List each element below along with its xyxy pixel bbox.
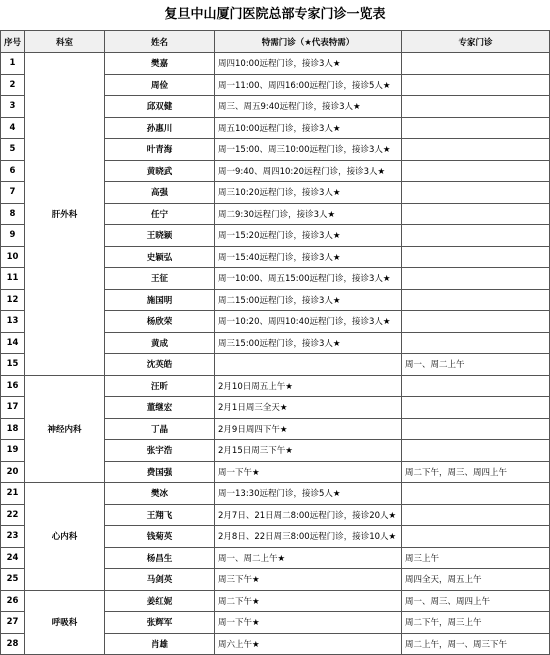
expert-clinic-cell — [402, 332, 550, 354]
table-body — [1, 53, 550, 655]
doctor-name: 樊冰 — [105, 483, 215, 505]
row-index: 22 — [1, 504, 25, 526]
special-clinic-cell: 2月15日周三下午★ — [215, 440, 402, 462]
row-index: 25 — [1, 569, 25, 591]
doctor-name: 丁晶 — [105, 418, 215, 440]
doctor-name: 董继宏 — [105, 397, 215, 419]
row-index: 2 — [1, 74, 25, 96]
expert-clinic-cell — [402, 440, 550, 462]
row-index: 18 — [1, 418, 25, 440]
doctor-name: 王征 — [105, 268, 215, 290]
row-index: 5 — [1, 139, 25, 161]
expert-clinic-cell — [402, 311, 550, 333]
expert-clinic-cell: 周二下午，周三、周四上午 — [402, 461, 550, 483]
doctor-name: 孙惠川 — [105, 117, 215, 139]
doctor-name: 高强 — [105, 182, 215, 204]
expert-clinic-cell — [402, 96, 550, 118]
row-index: 15 — [1, 354, 25, 376]
expert-clinic-cell — [402, 117, 550, 139]
row-index: 24 — [1, 547, 25, 569]
header-name: 姓名 — [105, 31, 215, 53]
row-index: 4 — [1, 117, 25, 139]
table-row — [1, 483, 550, 505]
doctor-name: 樊嘉 — [105, 53, 215, 75]
expert-clinic-cell — [402, 268, 550, 290]
expert-clinic-cell: 周一、周二上午 — [402, 354, 550, 376]
special-clinic-cell: 2月1日周三全天★ — [215, 397, 402, 419]
expert-clinic-cell — [402, 375, 550, 397]
row-index: 28 — [1, 633, 25, 655]
expert-clinic-cell — [402, 225, 550, 247]
doctor-name: 任宁 — [105, 203, 215, 225]
expert-clinic-cell: 周一、周三、周四上午 — [402, 590, 550, 612]
doctor-name: 杨欣荣 — [105, 311, 215, 333]
special-clinic-cell — [215, 354, 402, 376]
special-clinic-cell: 周一10:00、周五15:00远程门诊，接诊3人★ — [215, 268, 402, 290]
doctor-name: 费国强 — [105, 461, 215, 483]
table-row — [1, 53, 550, 75]
special-clinic-cell: 周二15:00远程门诊，接诊3人★ — [215, 289, 402, 311]
expert-clinic-cell — [402, 418, 550, 440]
row-index: 23 — [1, 526, 25, 548]
row-index: 10 — [1, 246, 25, 268]
special-clinic-cell: 周六上午★ — [215, 633, 402, 655]
expert-clinic-cell: 周二上午，周一、周三下午 — [402, 633, 550, 655]
doctor-name: 周俭 — [105, 74, 215, 96]
expert-clinic-cell — [402, 182, 550, 204]
doctor-name: 肖雄 — [105, 633, 215, 655]
special-clinic-cell: 2月10日周五上午★ — [215, 375, 402, 397]
row-index: 6 — [1, 160, 25, 182]
row-index: 13 — [1, 311, 25, 333]
doctor-name: 叶青海 — [105, 139, 215, 161]
expert-clinic-cell — [402, 483, 550, 505]
expert-clinic-cell: 周四全天，周五上午 — [402, 569, 550, 591]
special-clinic-cell: 周三15:00远程门诊，接诊3人★ — [215, 332, 402, 354]
department-cell: 呼吸科 — [25, 590, 105, 655]
expert-clinic-cell — [402, 289, 550, 311]
row-index: 7 — [1, 182, 25, 204]
doctor-name: 王晓颖 — [105, 225, 215, 247]
expert-clinic-cell — [402, 203, 550, 225]
special-clinic-cell: 周二下午★ — [215, 590, 402, 612]
special-clinic-cell: 周三下午★ — [215, 569, 402, 591]
special-clinic-cell: 周一下午★ — [215, 612, 402, 634]
header-expert-clinic: 专家门诊 — [402, 31, 550, 53]
department-cell: 神经内科 — [25, 375, 105, 483]
doctor-name: 钱菊英 — [105, 526, 215, 548]
expert-clinic-cell — [402, 160, 550, 182]
doctor-name: 汪昕 — [105, 375, 215, 397]
header-special-clinic: 特需门诊（★代表特需） — [215, 31, 402, 53]
expert-clinic-cell — [402, 246, 550, 268]
doctor-name: 姜红妮 — [105, 590, 215, 612]
row-index: 1 — [1, 53, 25, 75]
department-cell: 心内科 — [25, 483, 105, 591]
special-clinic-cell: 周一15:40远程门诊，接诊3人★ — [215, 246, 402, 268]
special-clinic-cell: 周一13:30远程门诊，接诊5人★ — [215, 483, 402, 505]
special-clinic-cell: 周二9:30远程门诊，接诊3人★ — [215, 203, 402, 225]
page-title: 复旦中山厦门医院总部专家门诊一览表 — [164, 7, 386, 22]
expert-clinic-cell — [402, 139, 550, 161]
special-clinic-cell: 周三、周五9:40远程门诊，接诊3人★ — [215, 96, 402, 118]
special-clinic-cell: 周三10:20远程门诊，接诊3人★ — [215, 182, 402, 204]
table-header-row — [1, 31, 550, 53]
row-index: 14 — [1, 332, 25, 354]
row-index: 17 — [1, 397, 25, 419]
expert-clinic-cell — [402, 504, 550, 526]
row-index: 21 — [1, 483, 25, 505]
doctor-name: 施国明 — [105, 289, 215, 311]
doctor-name: 王翔飞 — [105, 504, 215, 526]
expert-clinic-cell — [402, 74, 550, 96]
expert-clinic-cell — [402, 397, 550, 419]
special-clinic-cell: 周一10:20、周四10:40远程门诊，接诊3人★ — [215, 311, 402, 333]
expert-clinic-cell: 周二下午，周三上午 — [402, 612, 550, 634]
expert-clinic-cell — [402, 53, 550, 75]
special-clinic-cell: 周一15:20远程门诊，接诊3人★ — [215, 225, 402, 247]
special-clinic-cell: 周一下午★ — [215, 461, 402, 483]
special-clinic-cell: 周一、周二上午★ — [215, 547, 402, 569]
special-clinic-cell: 周一11:00、周四16:00远程门诊，接诊5人★ — [215, 74, 402, 96]
expert-clinic-cell: 周三上午 — [402, 547, 550, 569]
doctor-name: 张宇浩 — [105, 440, 215, 462]
table-row — [1, 590, 550, 612]
expert-clinic-table — [0, 30, 550, 655]
special-clinic-cell: 2月9日周四下午★ — [215, 418, 402, 440]
doctor-name: 马剑英 — [105, 569, 215, 591]
special-clinic-cell: 周四10:00远程门诊，接诊3人★ — [215, 53, 402, 75]
row-index: 27 — [1, 612, 25, 634]
special-clinic-cell: 2月8日、22日周三8:00远程门诊，接诊10人★ — [215, 526, 402, 548]
header-department: 科室 — [25, 31, 105, 53]
row-index: 9 — [1, 225, 25, 247]
row-index: 26 — [1, 590, 25, 612]
special-clinic-cell: 周五10:00远程门诊，接诊3人★ — [215, 117, 402, 139]
special-clinic-cell: 周一9:40、周四10:20远程门诊，接诊3人★ — [215, 160, 402, 182]
doctor-name: 沈英皓 — [105, 354, 215, 376]
row-index: 12 — [1, 289, 25, 311]
doctor-name: 史颖弘 — [105, 246, 215, 268]
doctor-name: 黄晓武 — [105, 160, 215, 182]
special-clinic-cell: 周一15:00、周三10:00远程门诊，接诊3人★ — [215, 139, 402, 161]
table-row — [1, 375, 550, 397]
department-cell: 肝外科 — [25, 53, 105, 376]
doctor-name: 杨昌生 — [105, 547, 215, 569]
expert-clinic-cell — [402, 526, 550, 548]
row-index: 16 — [1, 375, 25, 397]
row-index: 3 — [1, 96, 25, 118]
row-index: 8 — [1, 203, 25, 225]
doctor-name: 黄成 — [105, 332, 215, 354]
doctor-name: 张辉军 — [105, 612, 215, 634]
special-clinic-cell: 2月7日、21日周二8:00远程门诊，接诊20人★ — [215, 504, 402, 526]
row-index: 19 — [1, 440, 25, 462]
doctor-name: 邱双健 — [105, 96, 215, 118]
row-index: 11 — [1, 268, 25, 290]
row-index: 20 — [1, 461, 25, 483]
header-index: 序号 — [1, 31, 25, 53]
